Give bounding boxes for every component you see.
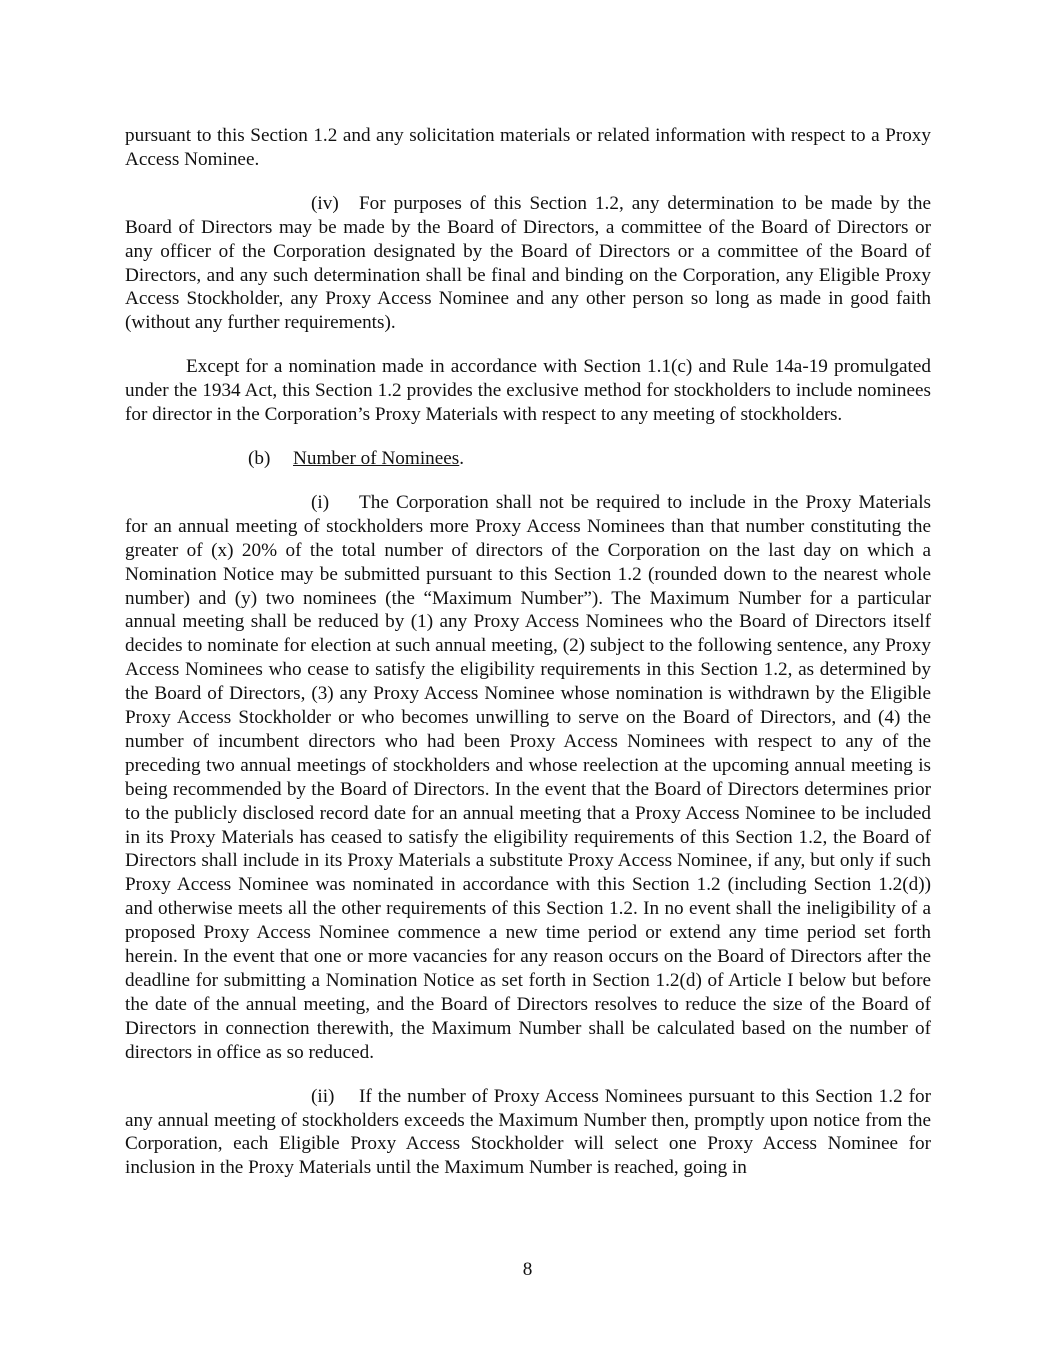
section-title-suffix: . [459,447,465,469]
subsection-number: (ii) [311,1085,335,1107]
page-number: 8 [522,1259,533,1280]
section-heading [125,447,931,471]
paragraph-text: For purposes of this Section 1.2, any determination to be made by the Board of Directors may be made by the Board of Directors, a committee of the Board of Directors or any officer of the Corporation designated by the Board of Directors or a committee of the Board of Directors, and any such determination shall be final and binding on the Corporation, any Eligible Proxy Access Stockholder, any Proxy Access Nominee and any other person so long as made in good faith (without any further requirements). [125,192,931,334]
subsection-text: If the number of Proxy Access Nominees pursuant to this Section 1.2 for any annual meeting of stockholders exceeds the Maximum Number then, promptly upon notice from the Corporation, each Eligible Proxy Access Stockholder will select one Proxy Access Nominee for inclusion in the Proxy Materials until the Maximum Number is reached, going in [125,1085,931,1179]
subsection-text: The Corporation shall not be required to include in the Proxy Materials for an annual meeting of stockholders more Proxy Access Nominees than that number constituting the greater of (x) 20% of the total number of directors of the Corporation on the last day on which a Nomination Notice may be submitted pursuant to this Section 1.2 (rounded down to the nearest whole number) and (y) two nominees (the “Maximum Number”). The Maximum Number for a particular annual meeting shall be reduced by (1) any Proxy Access Nominees who the Board of Directors itself decides to nominate for election at such annual meeting, (2) subject to the following sentence, any Proxy Access Nominees who cease to satisfy the eligibility requirements in this Section 1.2, as determined by the Board of Directors, (3) any Proxy Access Nominee whose nomination is withdrawn by the Eligible Proxy Access Stockholder or who becomes unwilling to serve on the Board of Directors, and (4) the number of incumbent directors who had been Proxy Access Nominees with respect to any of the preceding two annual meetings of stockholders and whose reelection at the upcoming annual meeting is being recommended by the Board of Directors. In the event that the Board of Directors determines prior to the publicly disclosed record date for an annual meeting that a Proxy Access Nominee to be included in its Proxy Materials has ceased to satisfy the eligibility requirements of this Section 1.2, the Board of Directors shall include in its Proxy Materials a substitute Proxy Access Nominee, if any, but only if such Proxy Access Nominee was nominated in accordance with this Section 1.2 (including Section 1.2(d)) and otherwise meets all the other requirements of this Section 1.2. In no event shall the ineligibility of a proposed Proxy Access Nominee commence a new time period or extend any time period set forth herein. In the event that one or more vacancies for any reason occurs on the Board of Directors after the deadline for submitting a Nomination Notice as set forth in Section 1.2(d) of Article I below but before the date of the annual meeting, and the Board of Directors resolves to reduce the size of the Board of Directors in connection therewith, the Maximum Number shall be calculated based on the number of directors in office as so reduced. [125,491,931,1063]
subsection-number: (i) [311,491,330,513]
section-title: Number of Nominees [293,447,460,469]
subsection-i [125,491,931,1065]
paragraph-continuation: pursuant to this Section 1.2 and any solicitation materials or related information with respect to a Proxy Access Nominee. [125,125,931,170]
paragraph-iv [125,192,931,335]
paragraph-number: (iv) [311,192,339,214]
document-page [125,124,931,1180]
subsection-ii [125,1085,931,1181]
paragraph-exclusive-method: Except for a nomination made in accordance with Section 1.1(c) and Rule 14a-19 promulgated under the 1934 Act, this Section 1.2 provides the exclusive method for stockholders to include nominees for director in the Corporation’s Proxy Materials with respect to any meeting of stockholders. [125,356,931,426]
section-label: (b) [248,447,271,469]
